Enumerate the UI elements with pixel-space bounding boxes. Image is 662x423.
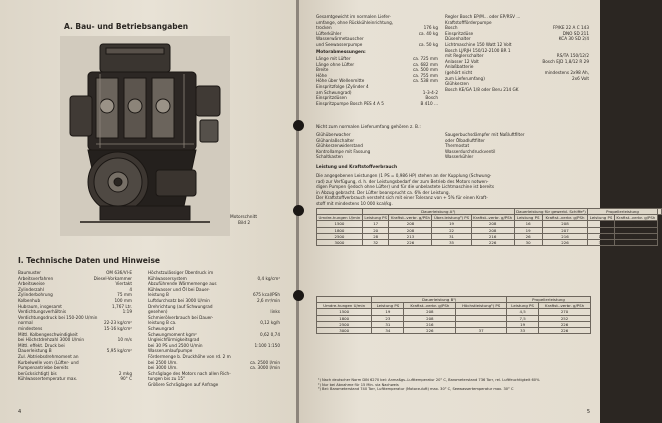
table-cell: 30: [588, 240, 615, 246]
table-cell: 270: [539, 309, 591, 315]
spec-label: Höhe: [316, 72, 327, 78]
table-cell: 208: [471, 227, 514, 233]
spec-label: Düsenhalter: [445, 36, 471, 42]
spec-value: links: [270, 309, 280, 315]
table-cell: 4,5: [507, 309, 539, 315]
spec-value: B 410 ...: [420, 100, 438, 106]
spec-label: Zylinderzahl: [18, 286, 44, 292]
spec-value: Bosch EJD 1,8/12 R 29: [542, 58, 589, 64]
spec-row: [148, 382, 280, 388]
table-cell: 226: [539, 321, 591, 327]
spec-label: Baumuster: [18, 270, 41, 275]
table-cell: 17: [588, 233, 615, 239]
spec-label: Anlaßbatterie: [445, 64, 474, 70]
caption-figure-number: Bild 2: [238, 220, 251, 226]
spec-label: Dauerleistung B: [18, 348, 52, 354]
binder-hole-top: [293, 120, 304, 131]
spec-label: Lüfterkühler: [316, 30, 342, 36]
spec-label: Bosch LJ/RJH 150/12-2100 BR 1: [445, 47, 511, 53]
equipment-list: [445, 14, 589, 92]
table-cell: 216: [542, 233, 588, 239]
table-cell: 226: [404, 328, 456, 334]
table-column-header: Kraftst.-verbr. g/PSh: [616, 215, 656, 221]
table-cell: 34: [372, 328, 404, 334]
spec-label: Fördermenge b. Druckhöhe von rd. 2 m: [148, 353, 231, 359]
table-group-header: Dauerleistung für gewerbl. Schiffe²): [516, 209, 586, 214]
table-cell: 22: [432, 227, 471, 233]
spec-value: Bosch: [425, 95, 438, 101]
spec-label: Einspritzdüsen: [316, 95, 347, 101]
table-cell: 3000: [317, 328, 372, 334]
spec-value: 22-23 kg/cm²: [103, 320, 132, 326]
spec-label: Kurbelwelle vorn (Lüfter- und: [18, 359, 79, 365]
table-cell: 19: [514, 227, 542, 233]
text-line: Glühkerzenwiderstand: [316, 143, 363, 149]
table-cell: 16: [514, 221, 542, 227]
text-line: Schaltkasten: [316, 154, 343, 160]
spec-value: ca. 725 mm: [412, 56, 438, 61]
text-line: Die angegebenen Leistungen (1 PS = 0,986 HP) stehen an der Kupplung (Schwung-: [316, 173, 492, 178]
table-column-header: Kraftst.-verbr. g/PSh: [539, 303, 591, 309]
table-cell: 37: [456, 328, 507, 334]
table-cell: 33: [507, 328, 539, 334]
spec-value: ca. 50 kg: [418, 41, 438, 47]
spec-label: Schmierölverbrauch bei Dauer-: [148, 314, 214, 320]
spec-label: leistung B: [148, 292, 169, 298]
spec-label: Lichtmaschine 150 Watt 12 Volt: [445, 41, 512, 47]
spec-label: Luftdurchsatz bei 3000 U/min: [148, 297, 210, 303]
spec-label: Kühlwassertemperatur max.: [18, 376, 78, 382]
footnote: ²) Nur bei Abnahme für 15 Min. via Nachweis: [318, 382, 399, 387]
spec-label: Gesamtgewicht im normalen Liefer-: [316, 14, 391, 19]
spec-label: Kühlwassersystem: [148, 275, 187, 281]
spec-value: 100 mm: [114, 297, 132, 303]
table-group-header: Propellerleistung: [507, 297, 591, 303]
spec-value: 1-3-4-2: [422, 89, 438, 95]
footnote: ¹) Nach deutscher Norm DIN 6270 bei: Anmaßgs.-Lufttemperatur 20° C, Barometerstand 736 Torr, rel. Luftfeuchtigkeit 60%: [318, 378, 540, 382]
tech-data-column-1: [18, 270, 132, 382]
spec-label: Mittl. effekt. Druck bei: [18, 342, 65, 348]
table-cell: 207: [542, 227, 588, 233]
section-a-heading: A. Bau- und Betriebsangaben: [64, 22, 189, 31]
text-line: Wasserkühler: [445, 154, 474, 160]
table-cell: 30: [514, 240, 542, 246]
spec-value: 0,4 kg/cm²: [257, 275, 280, 281]
spec-label: trocken: [316, 25, 332, 31]
table-cell: 7: [588, 227, 615, 233]
spec-label: Größere Schräglagen auf Anfrage: [148, 381, 219, 387]
spec-row: [316, 42, 438, 48]
spec-label: leistung B ca.: [148, 320, 177, 326]
spec-value: ca. 40 kg: [418, 30, 438, 36]
tech-data-column-2: [148, 270, 280, 387]
text-line: Kontrollampe mit Fassung: [316, 148, 371, 154]
text-line: oder Ölbadluftfilter: [445, 137, 485, 143]
table-cell: 7,5: [507, 315, 539, 321]
spec-value: ca. 3000 l/min: [250, 365, 280, 371]
spec-label: Regler Bosch EP/M... oder EP/RSV ...: [445, 14, 521, 19]
spec-value: ca. 2500 l/min: [250, 359, 280, 365]
table-column-header: Über-leistung³) PS: [433, 215, 470, 221]
table-cell: 19: [372, 309, 404, 315]
not-included-left: [316, 132, 426, 160]
table-cell: 208: [404, 315, 456, 321]
table-cell: 26: [514, 233, 542, 239]
spec-row: [18, 376, 132, 382]
table-row: [317, 328, 591, 334]
spec-label: Bosch: [445, 25, 458, 31]
spec-value: 1:100 1:150: [254, 342, 280, 348]
spec-value: ca. 755 mm: [412, 72, 438, 78]
table-cell: 216: [404, 321, 456, 327]
text-line: in Abzug gebracht. Der Lüfter beansprucht ca. 6% der Leistung.: [316, 189, 450, 195]
table-cell: 31: [372, 321, 404, 327]
spec-value: 0,62 0,74: [260, 331, 280, 337]
table-cell: 226: [389, 240, 432, 246]
table-cell: 1800: [317, 315, 372, 321]
spec-label: am Schwungrad): [316, 89, 352, 95]
table-cell: 31: [432, 233, 471, 239]
spec-value: FP/KE 22 A C 143: [552, 25, 589, 31]
table-cell: 225: [614, 233, 657, 239]
spec-value: Diesel-Vorkammer: [93, 275, 132, 281]
footnote: ³) Bei: Barometerstand 740 Torr, Lufttemperatur (Motorzuluft) max. 30° C, Seewassertemperatur max. 30° C: [318, 387, 514, 392]
table-column-header: Höchstleistung¹) PS: [456, 303, 507, 309]
spec-value: 176 kg: [423, 25, 438, 31]
spec-label: Zylinderbohrung: [18, 292, 53, 298]
table-cell: 226: [539, 328, 591, 334]
spec-label: bei 3000 U/m.: [148, 365, 178, 371]
performance-heading: Leistung und Kraftstoffverbrauch: [316, 165, 398, 170]
table-cell: 208: [404, 309, 456, 315]
spec-label: normal: [18, 320, 33, 326]
table-column-header: Umdre-hungen U/min: [318, 215, 361, 221]
spec-value: Viertakt: [115, 281, 132, 287]
table-cell: 270: [614, 221, 657, 227]
table-column-header: Leistung PS: [514, 215, 542, 221]
table-cell: 226: [542, 240, 588, 246]
spec-value: 1,767 Ltr.: [112, 303, 132, 309]
table-cell: 252: [614, 227, 657, 233]
spec-label: gesehen): [148, 309, 168, 315]
spec-label: Arbeitsverfahren: [18, 275, 54, 281]
spec-label: Abzuführende Wärmemenge aus: [148, 281, 217, 287]
table-column-header: Leistung PS: [589, 215, 613, 221]
table-cell: 20: [362, 227, 389, 233]
table-cell: 1500: [317, 309, 372, 315]
spec-label: Höhe über Wellenmitte: [316, 78, 365, 84]
spec-label: tungen bis zu 15°: [148, 376, 186, 382]
table-column-header: Kraftst.-verbr. g/PSh: [404, 303, 456, 309]
table-cell: 226: [614, 240, 657, 246]
spec-label: Höchstzulässiger Überdruck im: [148, 270, 214, 275]
spec-label: Wasserwärmetauscher: [316, 36, 364, 42]
table-cell: 17: [362, 221, 389, 227]
performance-table-1: [316, 208, 662, 246]
table-cell: 19: [507, 321, 539, 327]
spec-value: 75 mm: [117, 292, 132, 298]
table-cell: 28: [362, 233, 389, 239]
text-line: rad) zur Verfügung, d. h. der Leistungsbedarf der zum Betrieb des Motors notwen-: [316, 178, 489, 184]
spec-value: 15-16 kg/cm²: [103, 325, 132, 331]
table-group-header: Dauerleistung B¹): [372, 297, 507, 303]
spec-label: Einspritzdüse: [445, 30, 474, 36]
table-cell: 4: [588, 221, 615, 227]
spec-value: mindestens 2x98 Ah,: [544, 69, 589, 75]
spec-label: Hubraum, insgesamt: [18, 303, 62, 309]
table-column-header: Kraftst.-verbr. g/PSh: [390, 215, 430, 221]
table-column-header: Leistung PS: [507, 303, 539, 309]
spec-label: bei Höchstdrehzahl 3000 U/min: [18, 337, 85, 343]
table-column-header: Kraftst.-verbr. g/PSh: [473, 215, 513, 221]
spec-label: Bosch KE/GA 1/8 oder Beru 214 GK: [445, 86, 519, 92]
spec-value: RS/TA 150/12/2: [556, 53, 589, 59]
table-cell: 252: [539, 315, 591, 321]
binder-hole-middle: [293, 205, 304, 216]
spec-value: 90° C: [120, 376, 132, 382]
spec-label: Ungleichförmigkeitsgrad: [148, 337, 200, 343]
spec-value: 675 kcal/PSh: [252, 292, 280, 298]
text-line: stoff mit mindestens 10 000 kcal/kg.: [316, 200, 393, 206]
spec-label: Anlasser 12 Volt: [445, 58, 479, 64]
spec-value: 4: [129, 286, 132, 292]
spec-label: bei 2500 U/m.: [148, 359, 178, 365]
table-cell: 35: [432, 240, 471, 246]
page-number-right: 5: [586, 409, 590, 415]
text-line: Wasserdurchdruckventil: [445, 148, 496, 154]
spec-label: Kolbenhub: [18, 297, 41, 303]
spec-label: zum Lieferumfang): [445, 75, 485, 81]
table-cell: 208: [389, 227, 432, 233]
spec-label: Zul. Abtriebsdrehmoment an: [18, 353, 79, 359]
spec-label: und Seewasserpumpe: [316, 41, 363, 47]
table-cell: 2500: [317, 233, 363, 239]
spec-label: Schräglage des Motors nach allen Rich-: [148, 370, 231, 376]
performance-text: [316, 173, 591, 207]
spec-label: Einspritzfolge (Zylinder 4: [316, 83, 369, 89]
spec-label: Pumpenantriebe bereits: [18, 365, 69, 371]
spec-label: Kühlwasser und Öl bei Dauer-: [148, 286, 210, 292]
spec-value: ca. 500 mm: [412, 67, 438, 73]
table-cell: 3000: [317, 240, 363, 246]
spec-row: [445, 87, 589, 93]
table-group-header: Dauerleistung A¹): [362, 209, 514, 215]
spec-value: 5,95 kg/cm²: [106, 348, 132, 354]
spec-label: Mittl. Kolbengeschwindigkeit: [18, 331, 78, 337]
table-column-header: Leistung PS: [364, 215, 387, 221]
spec-label: Arbeitsweise: [18, 281, 45, 287]
spec-label: Einspritzpumpe Bosch PES 4 A 5: [316, 100, 384, 106]
spec-label: Glühkerzen: [445, 81, 469, 87]
table-column-header: Umdre-hungen U/min: [317, 303, 372, 309]
table-column-header-row: [317, 215, 662, 221]
spec-value: 2,6 m³/min: [256, 297, 280, 303]
spec-label: Schwungmoment kgm²: [148, 331, 197, 337]
spec-label: berücksichtigt) bis: [18, 370, 57, 376]
page-number-left: 4: [18, 409, 22, 415]
spec-label: mindestens: [18, 325, 43, 331]
text-line: Thermostat: [445, 143, 470, 149]
spec-label: bei 30 PS und 2500 U/min: [148, 342, 203, 348]
spec-value: 10 m/s: [117, 337, 132, 343]
text-line: Saugerbuchsdämpfer mit Naßluftfilter: [445, 132, 525, 137]
spec-value: 2 mkg: [118, 370, 132, 376]
spec-label: Länge mit Lüfter: [316, 56, 351, 61]
binder-hole-bottom: [293, 290, 304, 301]
spec-label: Breite: [316, 67, 329, 73]
section-1-heading: I. Technische Daten und Hinweise: [18, 256, 160, 265]
weights-list: [316, 14, 438, 48]
photo-caption: [230, 215, 257, 226]
spec-label: Schwungrad: [148, 325, 174, 331]
table-cell: 1500: [317, 221, 363, 227]
table-cell: 2500: [317, 321, 372, 327]
text-line: Glühanlaßschalter: [316, 137, 355, 143]
spec-label: umfange, ohne Rückkühleinrichtung,: [316, 19, 394, 25]
spec-label: Länge ohne Lüfter: [316, 61, 355, 67]
spec-label: (gehört nicht: [445, 69, 473, 75]
caption-line: Motorschnitt: [230, 215, 258, 220]
spec-label: mit Reglerschalter: [445, 53, 484, 59]
table-cell: 226: [471, 240, 514, 246]
table-cell: 19: [432, 221, 471, 227]
spec-value: DNO SD 211: [562, 30, 589, 36]
dimensions-heading: Motorabmessungen:: [316, 50, 366, 55]
spec-value: KCA 30 SD 2/4: [558, 36, 589, 42]
spec-value: ca. 538 mm: [412, 78, 438, 84]
engine-cutaway-photo: [60, 36, 230, 236]
table-cell: 208: [471, 221, 514, 227]
spec-value: 0,12 kg/h: [260, 320, 280, 326]
table-cell: 23: [372, 315, 404, 321]
table-cell: 216: [471, 233, 514, 239]
not-included-right: [445, 132, 589, 160]
spec-label: Kraftstoffförderpumpe: [445, 19, 492, 25]
spec-value: OM 636/VI-E: [106, 270, 132, 275]
text-line: digen Pumpen (jedoch ohne Lüfter) und für die unbelastete Lichtmaschine ist bereits: [316, 184, 495, 190]
spec-value: 1:19: [122, 309, 132, 315]
text-line: Der Kraftstoffverbrauch versteht sich mit einer Toleranz von + 5% für einen Kraft-: [316, 195, 488, 201]
performance-table-2: [316, 296, 591, 334]
table-cell: 32: [362, 240, 389, 246]
not-included-heading: Nicht zum normalen Lieferumfang gehören z. B.:: [316, 125, 421, 130]
spec-label: Wasserumlaufpumpe: [148, 348, 193, 354]
table-group-header: Propellerleistung: [588, 209, 658, 215]
spec-row: [316, 101, 438, 107]
spec-label: Verdichtungsdruck bei 150-200 U/min: [18, 314, 98, 320]
table-cell: 1800: [317, 227, 363, 233]
table-cell: 213: [389, 233, 432, 239]
table-column-header: Kraftst.-verbr. g/PSh: [542, 215, 588, 221]
spec-value: 2x6 Volt: [571, 75, 589, 81]
table-group-header: [657, 209, 661, 215]
table-cell: 208: [542, 221, 588, 227]
spec-label: Drehrichtung (auf Schwungrad: [148, 303, 213, 309]
footnotes: [318, 378, 588, 392]
table-row: [317, 240, 662, 246]
text-line: Glühüberwacher: [316, 132, 351, 137]
right-page: [299, 0, 656, 423]
table-column-header: Leistung PS: [372, 303, 404, 309]
left-page: [0, 0, 298, 423]
dimensions-list: [316, 56, 438, 106]
spec-label: Verdichtungsverhältnis: [18, 309, 67, 315]
spec-value: ca. 682 mm: [412, 61, 438, 67]
table-cell: 208: [389, 221, 432, 227]
